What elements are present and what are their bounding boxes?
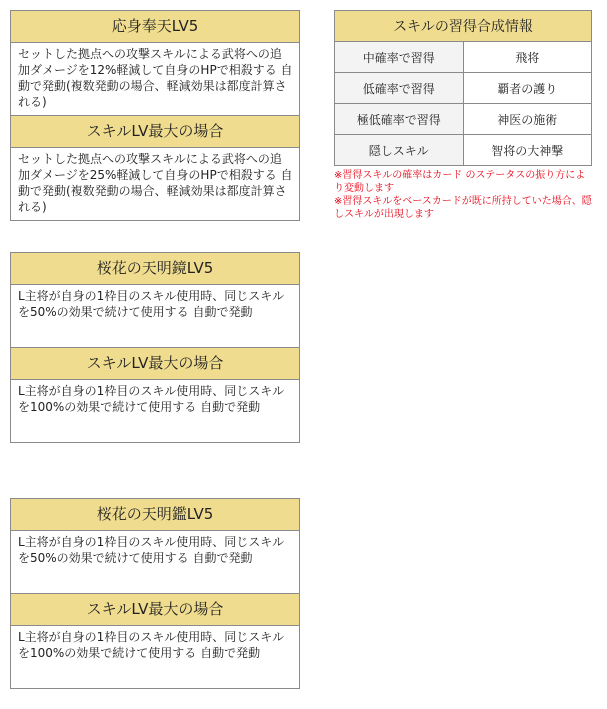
acquisition-label: 極低確率で習得 [335, 104, 464, 135]
skill-title: 桜花の天明鑑LV5 [11, 499, 299, 531]
table-row [335, 104, 592, 135]
skill-max-description: セットした拠点への攻撃スキルによる武将への追加ダメージを25%軽減して自身のHPで相殺する 自動で発動(複数発動の場合、軽減効果は都度計算される) [18, 152, 293, 214]
skill-title: 応身奉天LV5 [11, 11, 299, 43]
skill-acquisition-info [334, 10, 592, 221]
skill-max-level-header: スキルLV最大の場合 [11, 347, 299, 380]
skill-max-level-header: スキルLV最大の場合 [11, 115, 299, 148]
skill-description: セットした拠点への攻撃スキルによる武将への追加ダメージを12%軽減して自身のHPで相殺する 自動で発動(複数発動の場合、軽減効果は都度計算される) [18, 47, 293, 109]
skill-description: L主将が自身の1枠目のスキル使用時、同じスキルを50%の効果で続けて使用する 自動で発動 [18, 535, 285, 565]
skill-box-3 [10, 498, 300, 689]
table-header-row [335, 11, 592, 42]
skill-box-1 [10, 10, 300, 221]
table-row [335, 135, 592, 166]
acquisition-skill: 智将の大神撃 [463, 135, 592, 166]
acquisition-label: 低確率で習得 [335, 73, 464, 104]
skill-box-2 [10, 252, 300, 443]
skill-max-level-header: スキルLV最大の場合 [11, 593, 299, 626]
acquisition-table [334, 10, 592, 166]
skill-max-description: L主将が自身の1枠目のスキル使用時、同じスキルを100%の効果で続けて使用する 自動で発動 [18, 384, 285, 414]
note-line: ※習得スキルの確率はカード のステータスの振り方により変動します [334, 170, 586, 194]
skill-max-description: L主将が自身の1枠目のスキル使用時、同じスキルを100%の効果で続けて使用する 自動で発動 [18, 630, 285, 660]
acquisition-skill: 神医の施術 [463, 104, 592, 135]
skill-title: 桜花の天明鏡LV5 [11, 253, 299, 285]
acquisition-label: 中確率で習得 [335, 42, 464, 73]
acquisition-table-title: スキルの習得合成情報 [335, 11, 592, 42]
skill-description: L主将が自身の1枠目のスキル使用時、同じスキルを50%の効果で続けて使用する 自動で発動 [18, 289, 285, 319]
acquisition-label: 隠しスキル [335, 135, 464, 166]
acquisition-skill: 覇者の護り [463, 73, 592, 104]
table-row [335, 42, 592, 73]
note-line: ※習得スキルをベースカードが既に所持していた場合、隠しスキルが出現します [334, 196, 592, 220]
table-row [335, 73, 592, 104]
acquisition-skill: 飛将 [463, 42, 592, 73]
acquisition-notes [334, 169, 592, 221]
